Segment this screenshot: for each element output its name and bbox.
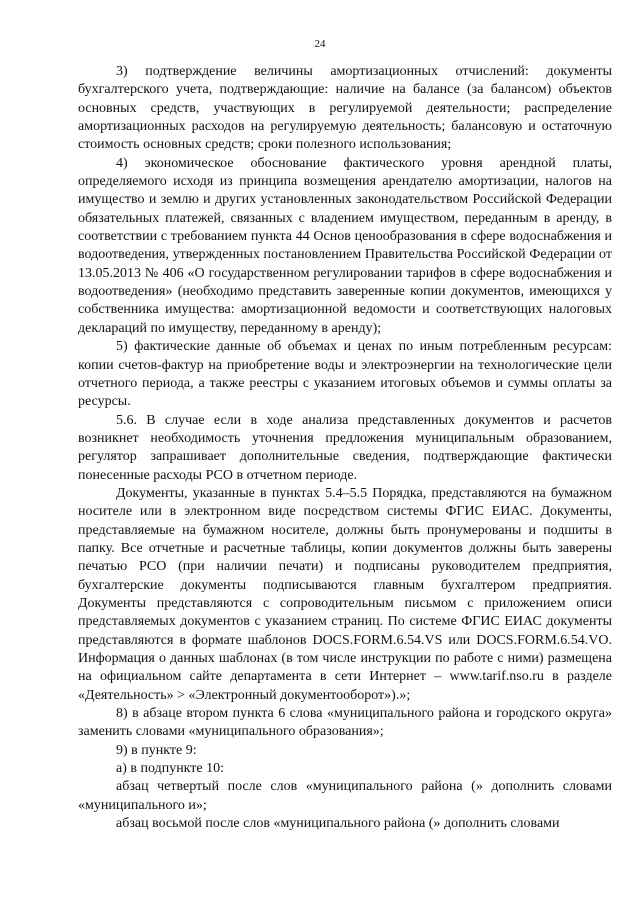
paragraph-item-3: 3) подтверждение величины амортизационных отчислений: документы бухгалтерского учета, подтверждающие: наличие на балансе (за балансом) объектов основных средств, участвующих в регулируемой деятельности; распределение амортизационных расходов на регулируемую деятельность; балансовую и остаточную стоимость основных средств; сроки полезного использования; (78, 64, 612, 153)
document-body (78, 63, 612, 833)
paragraph-item-8: 8) в абзаце втором пункта 6 слова «муниципального района и городского округа» заменить словами «муниципального образования»; (78, 706, 612, 740)
paragraph-item-5: 5) фактические данные об объемах и ценах по иным потребленным ресурсам: копии счетов-фактур на приобретение воды и электроэнергии на технологические цели отчетного периода, а также реестры с указанием итоговых объемов и суммы оплаты за ресурсы. (78, 339, 612, 410)
page-number: 24 (314, 38, 326, 50)
paragraph-clause-5-6: 5.6. В случае если в ходе анализа представленных документов и расчетов возникнет необходимость уточнения предложения муниципальным образованием, регулятор запрашивает дополнительные сведения, подтверждающие фактически понесенные расходы РСО в отчетном периоде. (78, 412, 612, 483)
paragraph-subitem-a: а) в подпункте 10: (116, 761, 225, 777)
paragraph-abzac-8: абзац восьмой после слов «муниципального района (» дополнить словами (116, 816, 560, 832)
paragraph-item-4: 4) экономическое обоснование фактического уровня арендной платы, определяемого исходя из принципа возмещения арендателю амортизации, налогов на имущество и землю и других установленных законодательством Российской Федерации обязательных платежей, связанных с владением имуществом, переданным в аренду, в соответствии с требованием пункта 44 Основ ценообразования в сфере водоснабжения и водоотведения, утвержденных постановлением Правительства Российской Федерации от 13.05.2013 № 406 «О государственном регулировании тарифов в сфере водоснабжения и водоотведения» (необходимо представить заверенные копии документов, имеющихся у собственника имущества: амортизационной ведомости и соответствующих налоговых деклараций по имуществу, переданному в аренду); (78, 155, 612, 336)
paragraph-item-9: 9) в пункте 9: (116, 742, 197, 758)
paragraph-documents: Документы, указанные в пунктах 5.4–5.5 Порядка, представляются на бумажном носителе или в электронном виде посредством системы ФГИС ЕИАС. Документы, представляемые на бумажном носителе, должны быть пронумерованы и подшиты в папку. Все отчетные и расчетные таблицы, копии документов должны быть заверены печатью РСО (при наличии печати) и подписаны руководителем предприятия, бухгалтерские документы подписываются главным бухгалтером предприятия. Документы представляются с сопроводительным письмом с приложением описи представляемых документов с указанием страниц. По системе ФГИС ЕИАС документы представляются в формате шаблонов DOCS.FORM.6.54.VS или DOCS.FORM.6.54.VO. Информация о данных шаблонах (в том числе инструкции по работе с ними) размещена на официальном сайте департамента в сети Интернет – www.tarif.nso.ru в разделе «Деятельность» > «Электронный документооборот»).»; (78, 485, 612, 703)
paragraph-abzac-4: абзац четвертый после слов «муниципального района (» дополнить словами «муниципального и»; (78, 779, 612, 813)
